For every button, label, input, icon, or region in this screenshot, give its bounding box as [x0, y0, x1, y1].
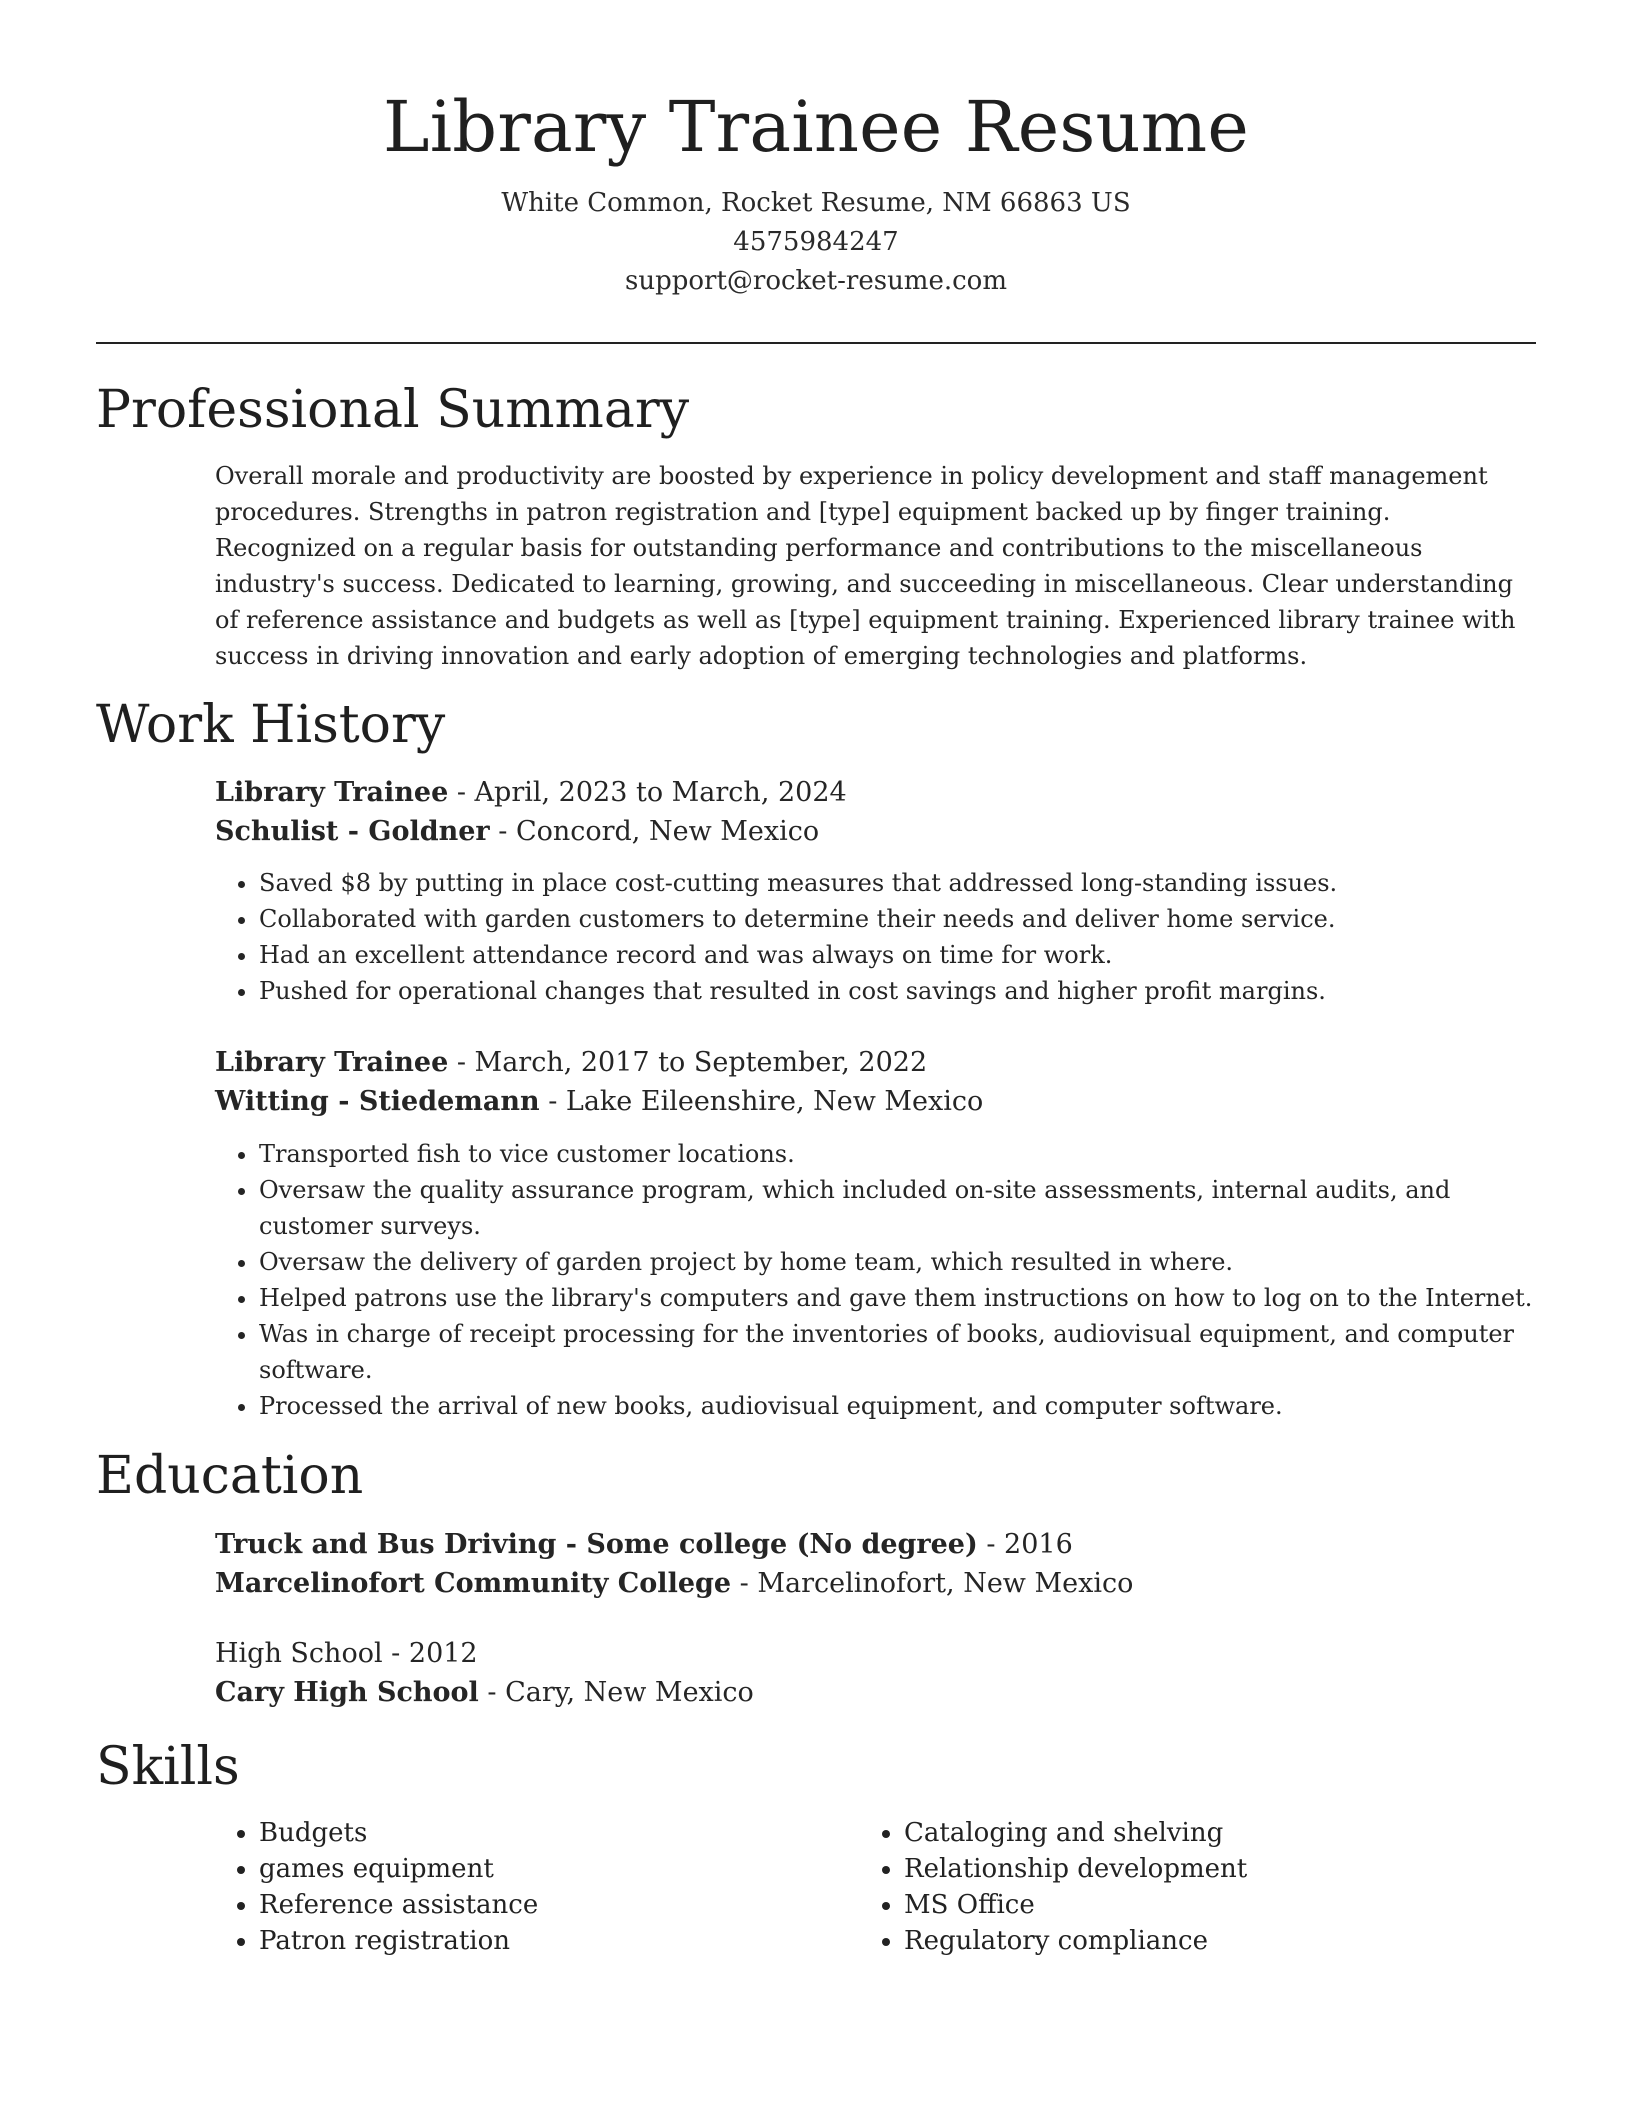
job-bullet: • Was in charge of receipt processing for the inventories of books, audiovisual equipment, and computer software. [259, 1316, 1535, 1388]
job-entry [215, 1043, 1535, 1424]
job-company: Schulist - Goldner [215, 816, 490, 847]
section-title-work-history: Work History [96, 695, 446, 755]
skill-item: • Regulatory compliance [904, 1923, 1480, 1959]
contact-phone: 4575984247 [733, 227, 899, 257]
education-program: High School [215, 1638, 383, 1669]
job-bullets [215, 865, 1535, 1009]
job-title: Library Trainee [215, 1047, 449, 1078]
skill-item: • Patron registration [259, 1923, 835, 1959]
skill-item: • Cataloging and shelving [904, 1815, 1480, 1851]
skill-item: • Relationship development [904, 1851, 1480, 1887]
education-year: 2012 [408, 1638, 478, 1669]
section-title-summary: Professional Summary [96, 380, 690, 440]
job-location: Lake Eileenshire, New Mexico [565, 1086, 984, 1117]
separator: - [489, 816, 516, 847]
education-school: Cary High School [215, 1677, 479, 1708]
job-bullet: • Had an excellent attendance record and was always on time for work. [259, 937, 1535, 973]
contact-info [0, 184, 1632, 301]
education-entry [215, 1525, 1535, 1603]
job-company: Witting - Stiedemann [215, 1086, 540, 1117]
skills-column-right [860, 1815, 1480, 1959]
education-location: Marcelinofort, New Mexico [757, 1568, 1134, 1599]
skills-column-left [215, 1815, 835, 1959]
job-bullet: • Saved $8 by putting in place cost-cutting measures that addressed long-standing issues. [259, 865, 1535, 901]
job-location: Concord, New Mexico [515, 816, 820, 847]
job-bullet: • Helped patrons use the library's computers and gave them instructions on how to log on to the Internet. [259, 1280, 1535, 1316]
job-title: Library Trainee [215, 777, 449, 808]
separator: - [448, 1047, 475, 1078]
education-school: Marcelinofort Community College [215, 1568, 732, 1599]
job-company-line [215, 812, 1535, 851]
education-location: Cary, New Mexico [505, 1677, 754, 1708]
job-title-line [215, 773, 1535, 812]
job-bullet: • Oversaw the delivery of garden project by home team, which resulted in where. [259, 1244, 1535, 1280]
job-dates: March, 2017 to September, 2022 [474, 1047, 928, 1078]
job-title-line [215, 1043, 1535, 1082]
skill-item: • Reference assistance [259, 1887, 835, 1923]
contact-address: White Common, Rocket Resume, NM 66863 US [501, 188, 1131, 218]
summary-text: Overall morale and productivity are boosted by experience in policy development and staff management procedures. Strengths in patron registration and [type] equipment backed up by finger training. Recognized on a regular basis for outstanding performance and contributions to the miscellaneous industry's success. Dedicated to learning, growing, and succeeding in miscellaneous. Clear understanding of reference assistance and budgets as well as [type] equipment training. Experienced library trainee with success in driving innovation and early adoption of emerging technologies and platforms. [215, 462, 1516, 670]
header-divider [96, 342, 1536, 344]
section-title-skills: Skills [96, 1737, 240, 1797]
job-bullets [215, 1136, 1535, 1424]
job-bullet: • Transported fish to vice customer locations. [259, 1136, 1535, 1172]
skill-item: • Budgets [259, 1815, 835, 1851]
skill-item: • games equipment [259, 1851, 835, 1887]
separator: - [478, 1677, 506, 1708]
separator: - [539, 1086, 566, 1117]
section-title-education: Education [96, 1446, 364, 1506]
education-program-line [215, 1525, 1535, 1564]
job-bullet: • Oversaw the quality assurance program, which included on-site assessments, internal audits, and customer surveys. [259, 1172, 1535, 1244]
summary-block [215, 458, 1535, 674]
contact-email: support@rocket-resume.com [624, 266, 1007, 296]
job-company-line [215, 1082, 1535, 1121]
separator: - [382, 1638, 409, 1669]
job-bullet: • Processed the arrival of new books, audiovisual equipment, and computer software. [259, 1388, 1535, 1424]
resume-title: Library Trainee Resume [383, 86, 1249, 168]
education-program: Truck and Bus Driving - Some college (No degree) [215, 1529, 978, 1560]
education-year: 2016 [1004, 1529, 1073, 1560]
job-dates: April, 2023 to March, 2024 [474, 777, 847, 808]
education-school-line [215, 1673, 1535, 1712]
separator: - [977, 1529, 1005, 1560]
skill-item: • MS Office [904, 1887, 1480, 1923]
job-entry [215, 773, 1535, 1009]
education-program-line [215, 1634, 1535, 1673]
job-bullet: • Pushed for operational changes that resulted in cost savings and higher profit margins. [259, 973, 1535, 1009]
separator: - [731, 1568, 758, 1599]
education-entry [215, 1634, 1535, 1712]
resume-header [0, 82, 1632, 301]
separator: - [448, 777, 475, 808]
job-bullet: • Collaborated with garden customers to determine their needs and deliver home service. [259, 901, 1535, 937]
education-school-line [215, 1564, 1535, 1603]
